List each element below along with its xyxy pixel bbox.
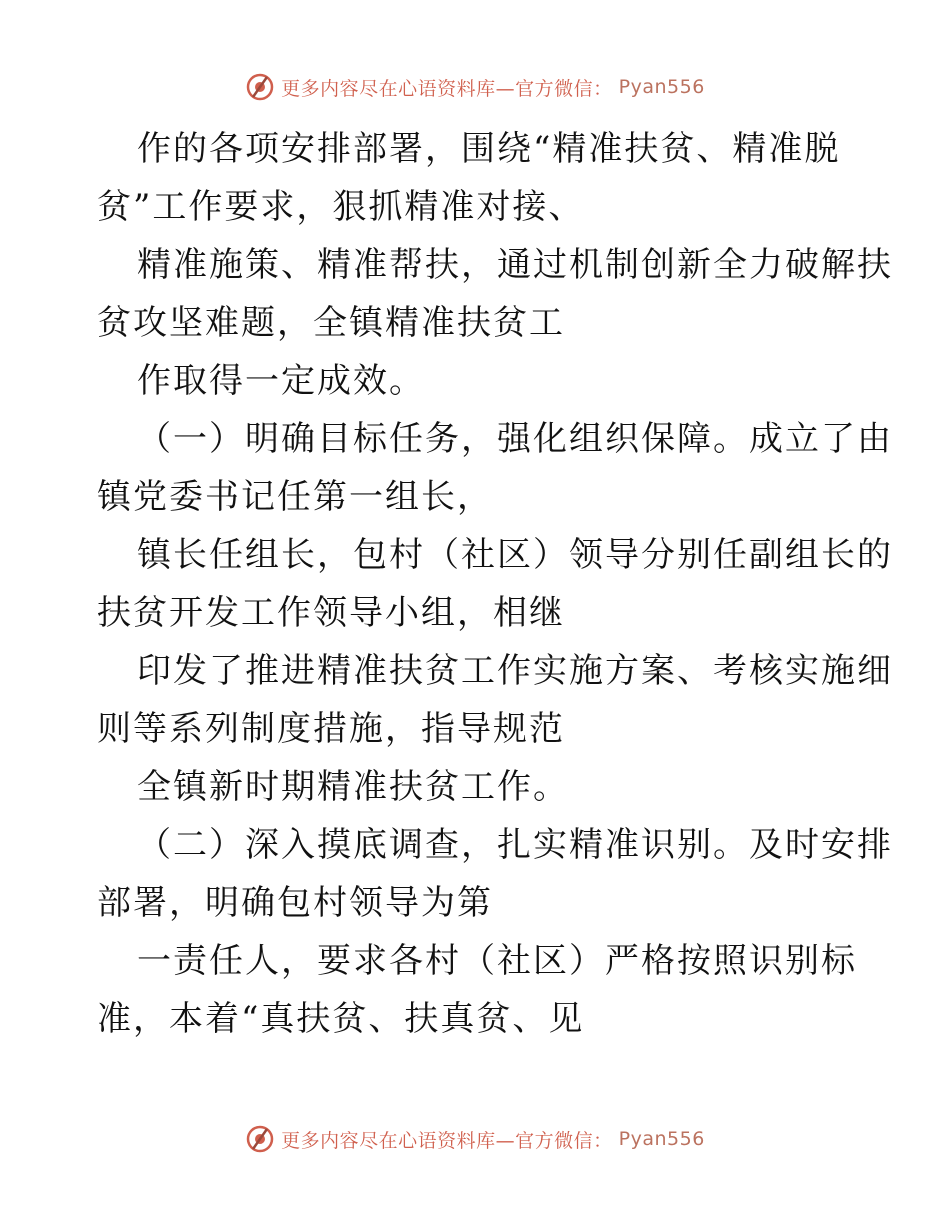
- footer-watermark: [0, 1124, 950, 1154]
- watermark-handle: Pyan556: [618, 76, 705, 98]
- text-line: 印发了推进精准扶贫工作实施方案、考核实施细: [137, 651, 893, 691]
- text-line: 则等系列制度措施，指导规范: [97, 709, 565, 749]
- text-line: 部署，明确包村领导为第: [97, 883, 493, 923]
- text-line: （一）明确目标任务，强化组织保障。成立了由: [137, 419, 893, 459]
- text-line: 一责任人，要求各村（社区）严格按照识别标: [137, 941, 857, 981]
- text-line: 镇党委书记任第一组长，: [97, 477, 493, 517]
- document-body: [97, 120, 893, 1048]
- text-line: 扶贫开发工作领导小组，相继: [97, 593, 565, 633]
- watermark-handle: Pyan556: [618, 1128, 705, 1150]
- text-line: 作取得一定成效。: [137, 361, 425, 401]
- text-line: 镇长任组长，包村（社区）领导分别任副组长的: [137, 535, 893, 575]
- watermark-text: 更多内容尽在心语资料库—官方微信：: [281, 77, 613, 100]
- watermark-logo-icon: [245, 1124, 275, 1154]
- watermark-text: 更多内容尽在心语资料库—官方微信：: [281, 1129, 613, 1152]
- text-line: 准，本着“真扶贫、扶真贫、见: [97, 999, 585, 1039]
- watermark-logo-icon: [245, 72, 275, 102]
- text-line: 精准施策、精准帮扶，通过机制创新全力破解扶: [137, 245, 893, 285]
- text-line: 贫”工作要求，狠抓精准对接、: [97, 187, 585, 227]
- text-line: 作的各项安排部署，围绕“精准扶贫、精准脱: [137, 129, 841, 169]
- header-watermark: [0, 72, 950, 102]
- text-line: 全镇新时期精准扶贫工作。: [137, 767, 569, 807]
- text-line: （二）深入摸底调查，扎实精准识别。及时安排: [137, 825, 893, 865]
- text-line: 贫攻坚难题，全镇精准扶贫工: [97, 303, 565, 343]
